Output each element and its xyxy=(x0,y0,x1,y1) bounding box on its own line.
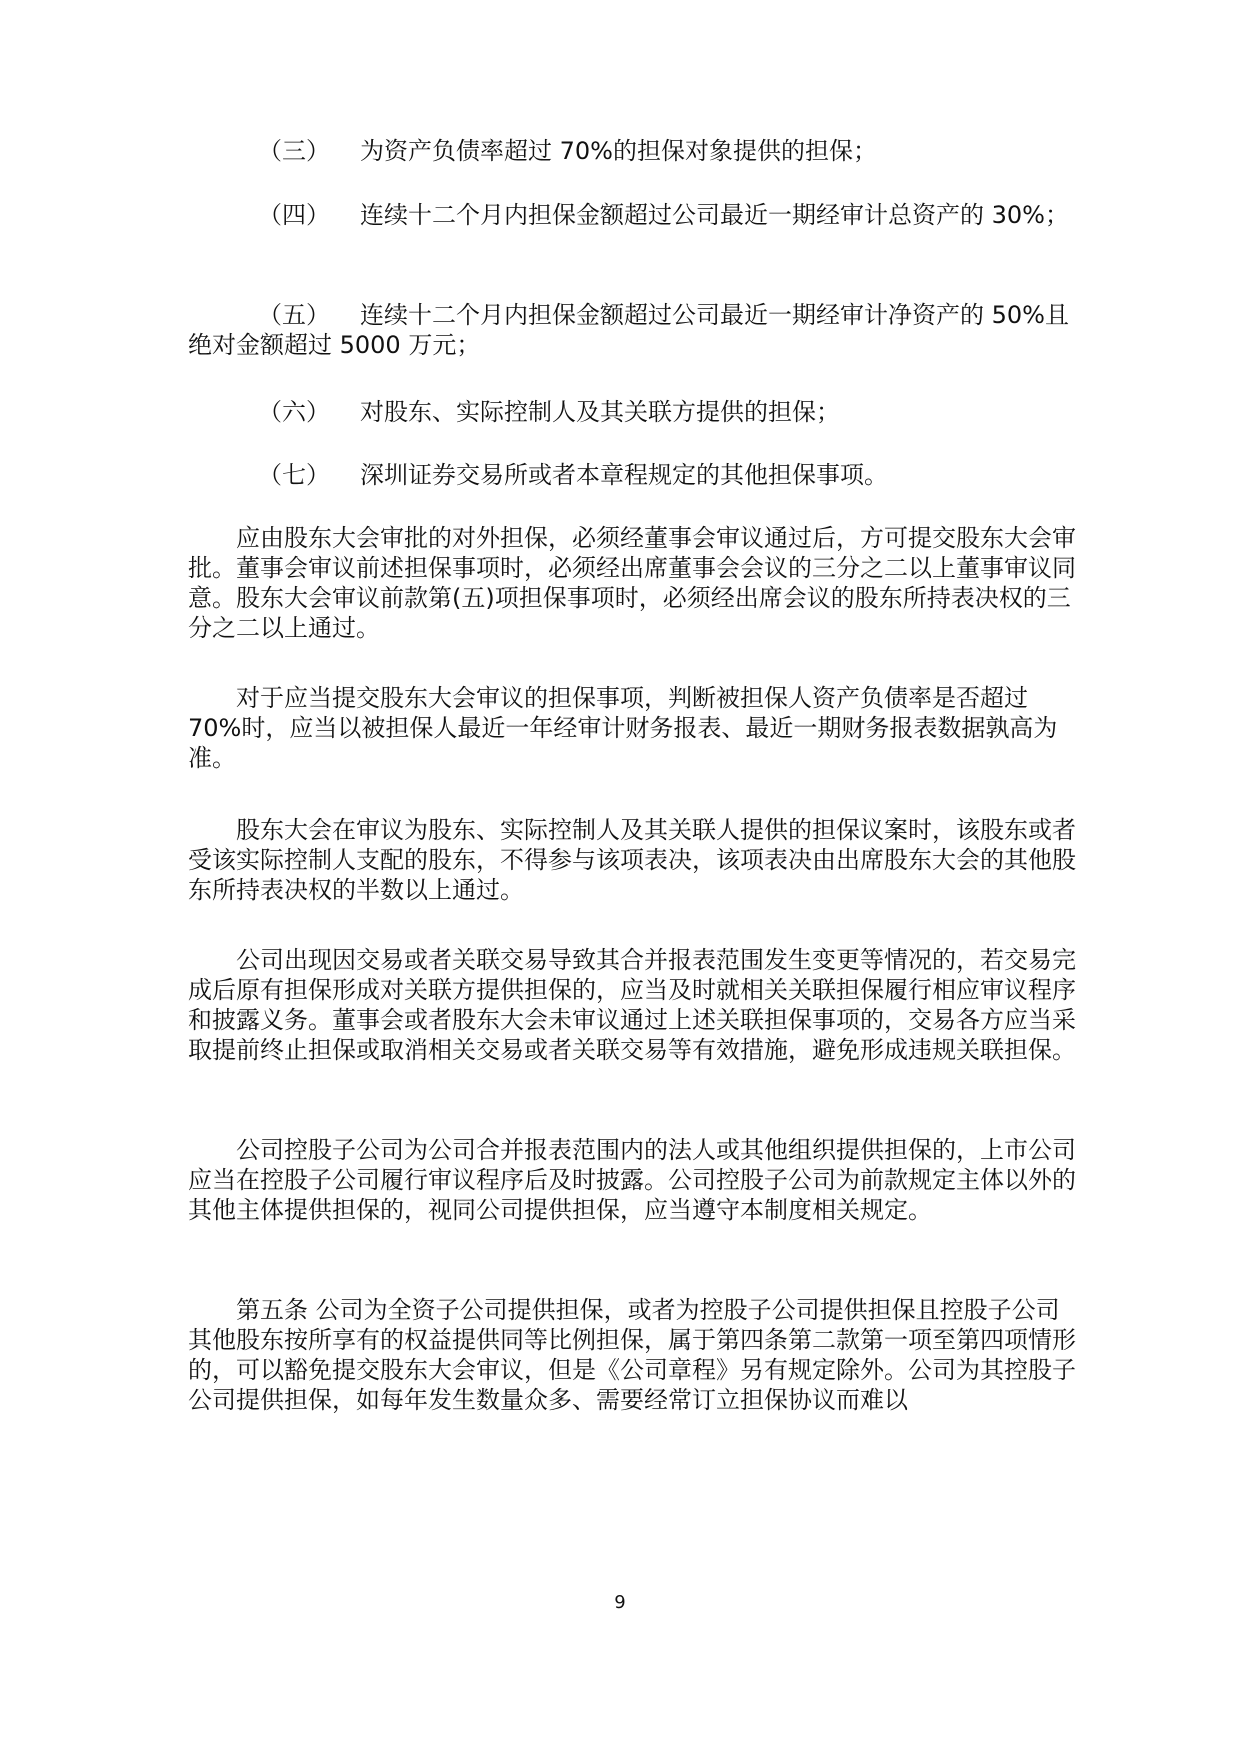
paragraph-approval xyxy=(188,523,1078,643)
page-number: 9 xyxy=(614,1592,626,1613)
paragraph-text: 第五条 公司为全资子公司提供担保，或者为控股子公司提供担保且控股子公司其他股东按所享有的权益提供同等比例担保，属于第四条第二款第一项至第四项情形的，可以豁免提交股东大会审议，但是《公司章程》另有规定除外。公司为其控股子公司提供担保，如每年发生数量众多、需要经常订立担保协议而难以 xyxy=(188,1296,1076,1414)
paragraph-subsidiary xyxy=(188,1135,1078,1225)
list-item-4 xyxy=(188,200,1078,230)
item-number: （七） xyxy=(258,461,330,489)
item-text: 深圳证券交易所或者本章程规定的其他担保事项。 xyxy=(360,461,888,489)
paragraph-text: 股东大会在审议为股东、实际控制人及其关联人提供的担保议案时，该股东或者受该实际控制人支配的股东，不得参与该项表决，该项表决由出席股东大会的其他股东所持表决权的半数以上通过。 xyxy=(188,816,1076,904)
paragraph-related-vote xyxy=(188,815,1078,905)
item-text: 对股东、实际控制人及其关联方提供的担保； xyxy=(360,398,840,426)
paragraph-text: 对于应当提交股东大会审议的担保事项，判断被担保人资产负债率是否超过 70%时，应当以被担保人最近一年经审计财务报表、最近一期财务报表数据孰高为准。 xyxy=(188,684,1058,772)
list-item-7 xyxy=(188,460,1078,490)
item-text: 连续十二个月内担保金额超过公司最近一期经审计净资产的 50%且绝对金额超过 5000 万元； xyxy=(188,301,1069,359)
list-item-3 xyxy=(188,136,1078,166)
paragraph-text: 公司出现因交易或者关联交易导致其合并报表范围发生变更等情况的，若交易完成后原有担保形成对关联方提供担保的，应当及时就相关关联担保履行相应审议程序和披露义务。董事会或者股东大会未审议通过上述关联担保事项的，交易各方应当采取提前终止担保或取消相关交易或者关联交易等有效措施，避免形成违规关联担保。 xyxy=(188,946,1076,1064)
list-item-5 xyxy=(188,300,1078,360)
paragraph-text: 公司控股子公司为公司合并报表范围内的法人或其他组织提供担保的，上市公司应当在控股子公司履行审议程序后及时披露。公司控股子公司为前款规定主体以外的其他主体提供担保的，视同公司提供担保，应当遵守本制度相关规定。 xyxy=(188,1136,1076,1224)
item-text: 为资产负债率超过 70%的担保对象提供的担保； xyxy=(360,137,877,165)
item-number: （五） xyxy=(258,301,330,329)
paragraph-debt-ratio xyxy=(188,683,1078,773)
paragraph-related-transaction xyxy=(188,945,1078,1065)
paragraph-text: 应由股东大会审批的对外担保，必须经董事会审议通过后，方可提交股东大会审批。董事会审议前述担保事项时，必须经出席董事会会议的三分之二以上董事审议同意。股东大会审议前款第(五)项担保事项时，必须经出席会议的股东所持表决权的三分之二以上通过。 xyxy=(188,524,1076,642)
item-number: （三） xyxy=(258,137,330,165)
item-number: （四） xyxy=(258,201,330,229)
item-text: 连续十二个月内担保金额超过公司最近一期经审计总资产的 30%； xyxy=(360,201,1069,229)
paragraph-article-5 xyxy=(188,1295,1078,1415)
item-number: （六） xyxy=(258,398,330,426)
list-item-6 xyxy=(188,397,1078,427)
